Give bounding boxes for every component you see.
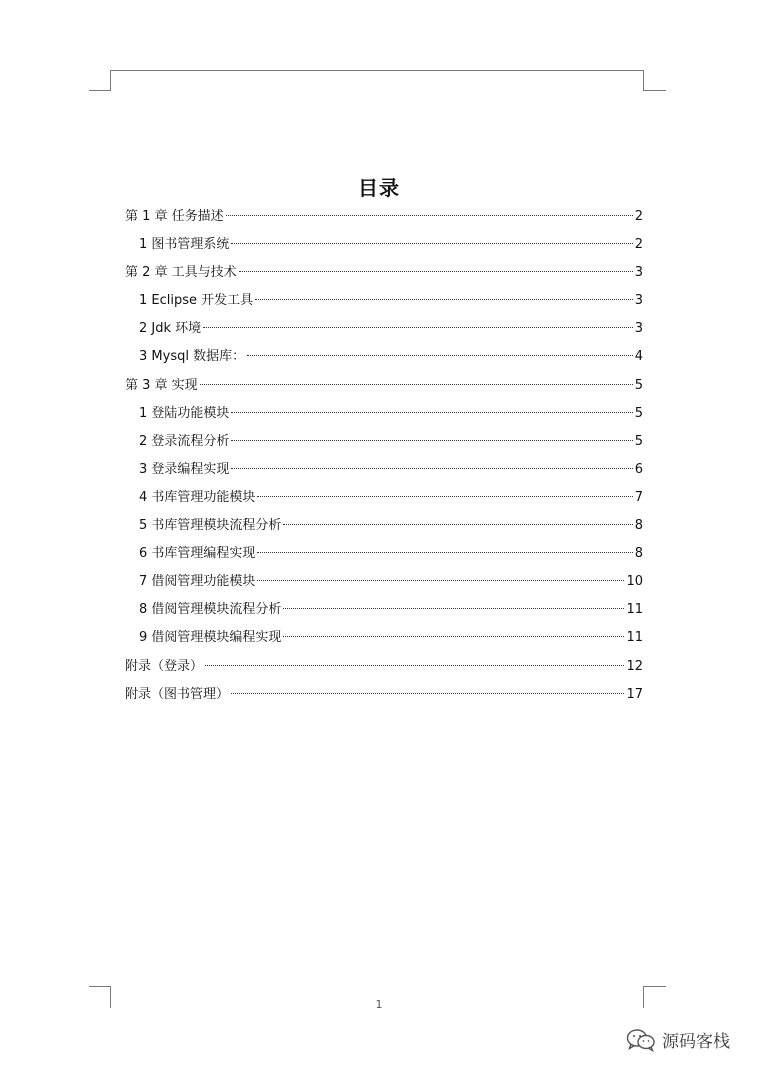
watermark — [626, 1027, 730, 1052]
crop-mark — [643, 70, 644, 91]
toc-entry-page: 17 — [626, 686, 643, 702]
toc-entry-label: 6 书库管理编程实现 — [139, 546, 256, 562]
toc-entry-label: 附录（图书管理） — [125, 686, 230, 702]
toc-entry[interactable] — [125, 624, 643, 652]
toc-dot-leader — [231, 243, 632, 244]
toc-entry-label: 2 Jdk 环境 — [139, 321, 202, 337]
toc-dot-leader — [247, 355, 633, 356]
toc-entry[interactable] — [125, 231, 643, 259]
toc-entry-label: 3 Mysql 数据库： — [139, 349, 246, 365]
wechat-icon — [626, 1028, 656, 1052]
toc-dot-leader — [231, 693, 624, 694]
toc-dot-leader — [283, 608, 624, 609]
toc-entry-page: 4 — [634, 349, 643, 365]
toc-entry-page: 5 — [634, 405, 643, 421]
crop-mark — [89, 90, 111, 91]
toc-entry[interactable] — [125, 428, 643, 456]
crop-mark — [89, 986, 111, 987]
toc-dot-leader — [257, 580, 624, 581]
toc-entry-page: 7 — [634, 489, 643, 505]
toc-dot-leader — [239, 271, 633, 272]
toc-entry-page: 12 — [626, 658, 643, 674]
toc-title: 目录 — [358, 176, 400, 200]
toc-entry-label: 第 2 章 工具与技术 — [125, 265, 237, 281]
toc-entry[interactable] — [125, 681, 643, 709]
crop-mark — [643, 90, 666, 91]
page-number: 1 — [375, 998, 383, 1011]
toc-entry[interactable] — [125, 259, 643, 287]
toc-dot-leader — [257, 552, 632, 553]
toc-entry-label: 第 1 章 任务描述 — [125, 209, 224, 224]
toc-entry[interactable] — [125, 484, 643, 512]
toc-entry-page: 10 — [626, 574, 643, 590]
toc-entry[interactable] — [125, 540, 643, 568]
toc-entry-label: 1 登陆功能模块 — [139, 405, 230, 421]
toc-entry-label: 3 登录编程实现 — [139, 461, 230, 477]
toc-entry[interactable] — [125, 372, 643, 400]
toc-entry-page: 6 — [634, 461, 643, 477]
toc-entry-label: 2 登录流程分析 — [139, 433, 230, 449]
toc-dot-leader — [255, 299, 633, 300]
toc-entry[interactable] — [125, 512, 643, 540]
toc-entry[interactable] — [125, 400, 643, 428]
toc-entry-label: 7 借阅管理功能模块 — [139, 574, 256, 590]
toc-entry-label: 9 借阅管理模块编程实现 — [139, 630, 282, 646]
toc-entry-page: 8 — [634, 518, 643, 534]
toc-dot-leader — [226, 215, 633, 216]
toc-entry-label: 8 借阅管理模块流程分析 — [139, 602, 282, 618]
toc-entry[interactable] — [125, 653, 643, 681]
toc-entry-label: 1 Eclipse 开发工具 — [139, 293, 254, 309]
toc-entry-page: 2 — [634, 209, 643, 224]
toc-entry-page: 3 — [634, 265, 643, 281]
watermark-text: 源码客栈 — [662, 1032, 730, 1052]
toc-entry-page: 3 — [634, 293, 643, 309]
toc-entry-label: 第 3 章 实现 — [125, 377, 198, 393]
toc-entry-page: 5 — [634, 377, 643, 393]
toc-entry[interactable] — [125, 568, 643, 596]
toc-entry-page: 8 — [634, 546, 643, 562]
toc-entry-label: 5 书库管理模块流程分析 — [139, 518, 282, 534]
toc-entry-label: 附录（登录） — [125, 658, 204, 674]
toc-dot-leader — [203, 327, 633, 328]
toc-entry[interactable] — [125, 203, 643, 231]
crop-mark — [110, 70, 111, 91]
table-of-contents — [125, 203, 643, 709]
toc-entry-label: 4 书库管理功能模块 — [139, 489, 256, 505]
toc-entry[interactable] — [125, 343, 643, 371]
toc-entry-page: 5 — [634, 433, 643, 449]
toc-entry-page: 11 — [626, 630, 643, 646]
toc-dot-leader — [231, 412, 632, 413]
toc-dot-leader — [257, 496, 632, 497]
toc-dot-leader — [283, 524, 632, 525]
toc-entry[interactable] — [125, 596, 643, 624]
toc-dot-leader — [231, 440, 632, 441]
crop-mark — [643, 986, 666, 987]
toc-entry-label: 1 图书管理系统 — [139, 237, 230, 253]
toc-dot-leader — [231, 468, 632, 469]
header-rule — [110, 70, 644, 71]
toc-entry[interactable] — [125, 315, 643, 343]
toc-dot-leader — [200, 384, 633, 385]
toc-entry[interactable] — [125, 456, 643, 484]
toc-entry-page: 11 — [626, 602, 643, 618]
toc-dot-leader — [283, 636, 624, 637]
toc-entry-page: 2 — [634, 237, 643, 253]
toc-entry-page: 3 — [634, 321, 643, 337]
toc-dot-leader — [205, 665, 624, 666]
toc-entry[interactable] — [125, 287, 643, 315]
